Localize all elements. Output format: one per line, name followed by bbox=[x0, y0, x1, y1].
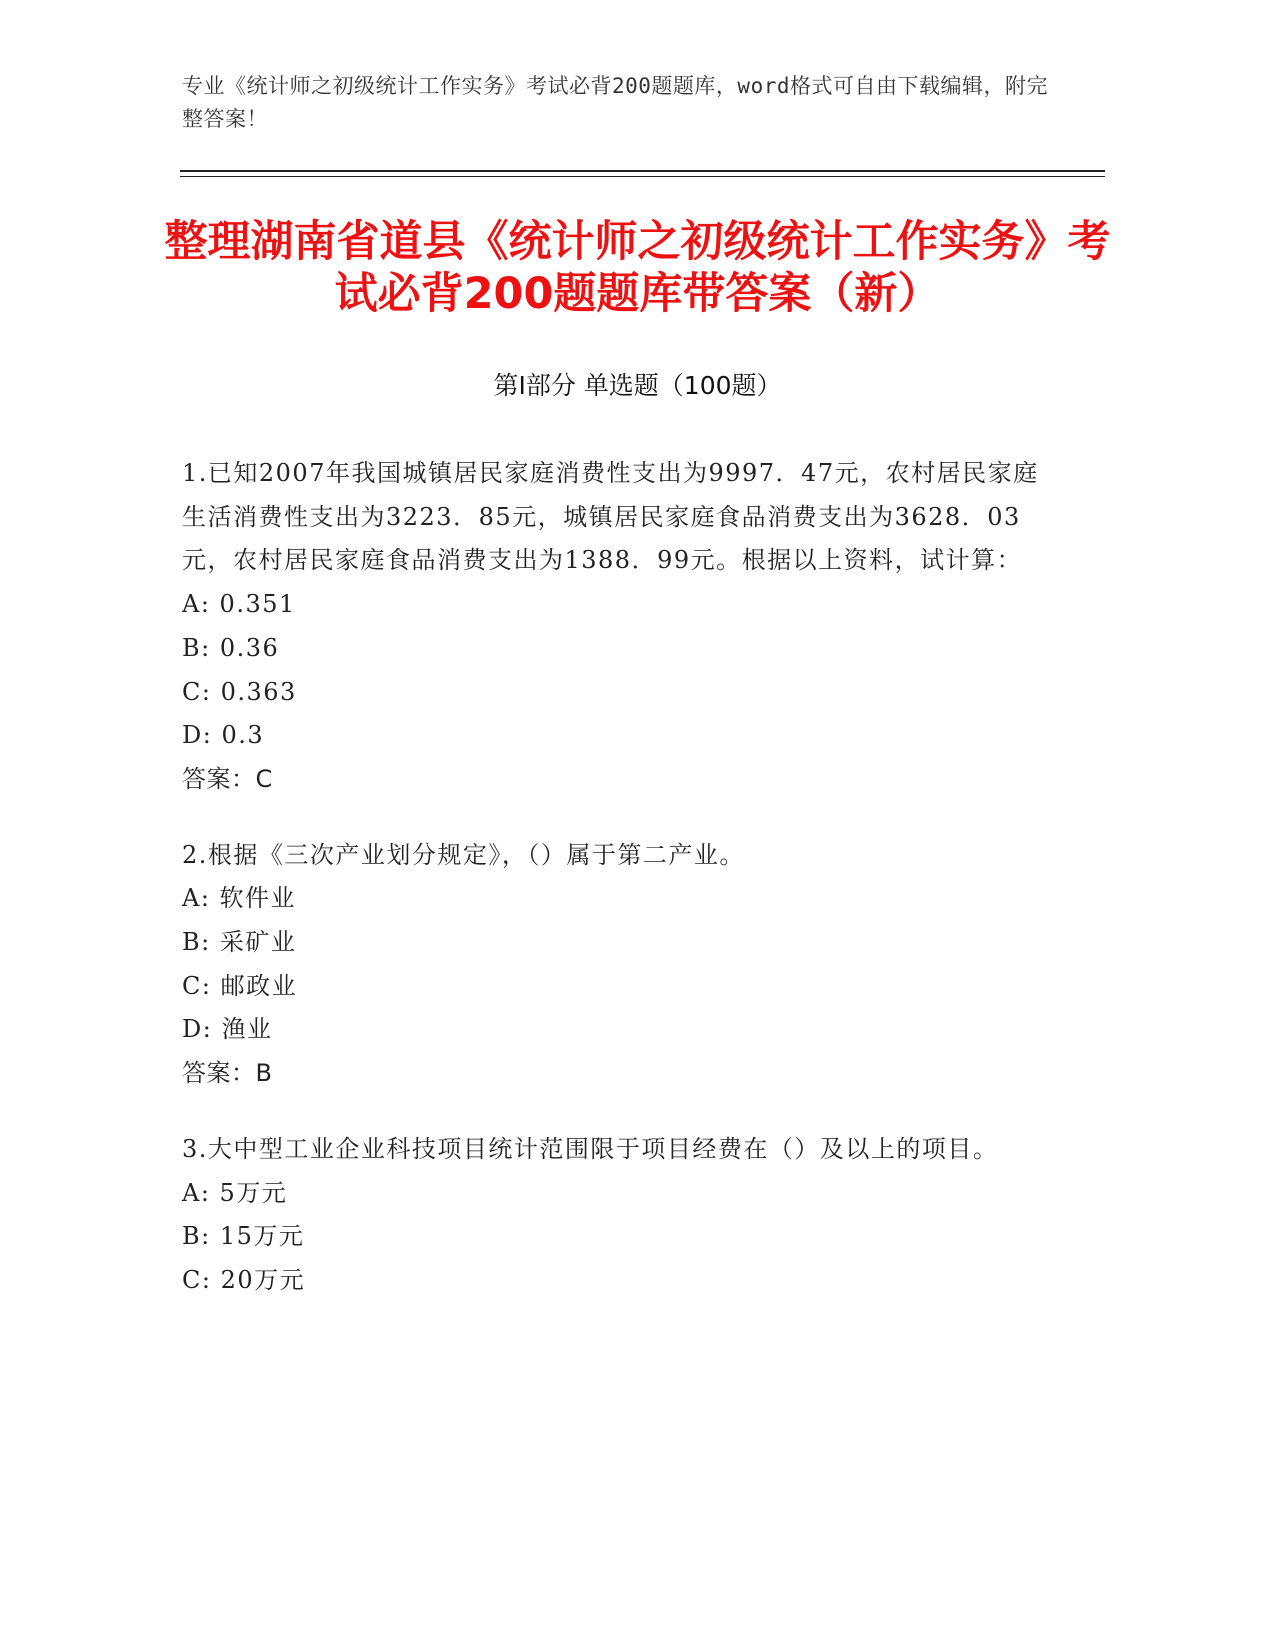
section-heading: 第Ⅰ部分 单选题（100题） bbox=[493, 371, 782, 400]
question-2 bbox=[182, 834, 1042, 1096]
option-b: B: 采矿业 bbox=[182, 928, 297, 957]
answer-line: 答案：B bbox=[182, 1059, 273, 1088]
header-rule-thin bbox=[180, 176, 1105, 177]
answer-line: 答案：C bbox=[182, 764, 273, 793]
question-3 bbox=[182, 1128, 1042, 1303]
option-c: C: 邮政业 bbox=[182, 971, 298, 1000]
document-title: 整理湖南省道县《统计师之初级统计工作实务》考试必背200题题库带答案（新） bbox=[164, 217, 1111, 319]
option-b: B: 15万元 bbox=[182, 1222, 305, 1251]
option-c: C: 0.363 bbox=[182, 677, 297, 706]
option-a: A: 软件业 bbox=[182, 884, 297, 913]
header-rule-thick bbox=[180, 170, 1105, 172]
question-stem: 3.大中型工业企业科技项目统计范围限于项目经费在（）及以上的项目。 bbox=[182, 1134, 999, 1163]
question-stem: 2.根据《三次产业划分规定》，（）属于第二产业。 bbox=[182, 840, 745, 869]
option-a: A: 0.351 bbox=[182, 590, 296, 619]
option-a: A: 5万元 bbox=[182, 1178, 288, 1207]
header-note: 专业《统计师之初级统计工作实务》考试必背200题题库，word格式可自由下载编辑，附完整答案！ bbox=[182, 74, 1048, 131]
option-d: D: 0.3 bbox=[182, 721, 265, 750]
question-stem: 1.已知2007年我国城镇居民家庭消费性支出为9997．47元，农村居民家庭生活消费性支出为3223．85元，城镇居民家庭食品消费支出为3628．03元，农村居民家庭食品消费支出为1388．99元。根据以上资料，试计算： bbox=[182, 459, 1039, 575]
option-c: C: 20万元 bbox=[182, 1265, 306, 1294]
question-list bbox=[182, 452, 1042, 1335]
question-1 bbox=[182, 452, 1042, 802]
option-d: D: 渔业 bbox=[182, 1015, 273, 1044]
option-b: B: 0.36 bbox=[182, 633, 280, 662]
